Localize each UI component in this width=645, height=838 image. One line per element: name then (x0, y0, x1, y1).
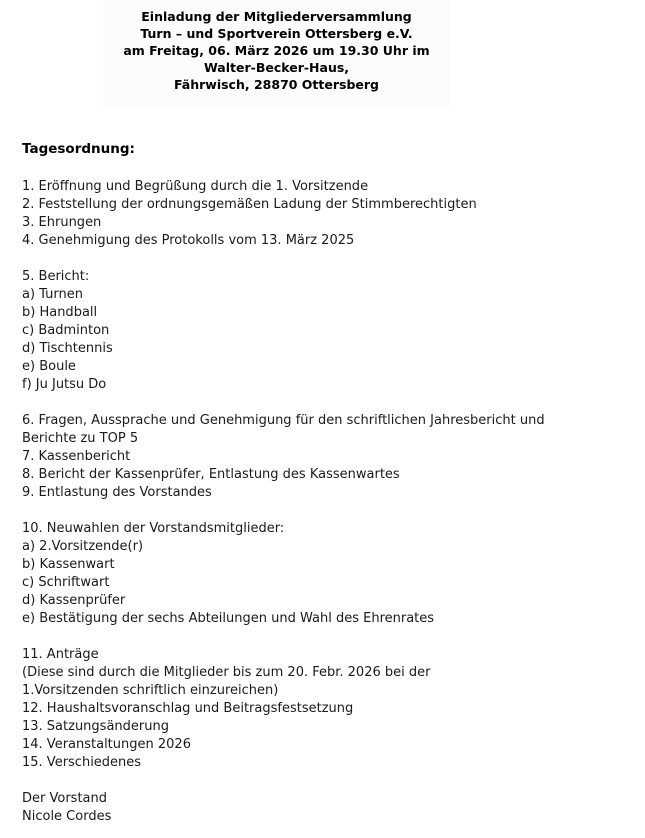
paragraph-spacer (22, 772, 622, 790)
agenda-group-5 (22, 646, 622, 772)
agenda-heading: Tagesordnung: (22, 141, 135, 157)
agenda-subitem: e) Bestätigung der sechs Abteilungen und Wahl des Ehrenrates (22, 611, 435, 626)
signature-name: Nicole Cordes (22, 809, 112, 824)
agenda-item: 12. Haushaltsvoranschlag und Beitragsfestsetzung (22, 701, 354, 716)
agenda-item-note-continuation: 1.Vorsitzenden schriftlich einzureichen) (22, 683, 279, 698)
agenda-subitem: b) Handball (22, 305, 98, 320)
agenda-group-4 (22, 520, 622, 628)
header-line-3: am Freitag, 06. März 2026 um 19.30 Uhr im (123, 43, 430, 58)
agenda-item: 9. Entlastung des Vorstandes (22, 485, 212, 500)
agenda-subitem: a) 2.Vorsitzende(r) (22, 539, 144, 554)
paragraph-spacer (22, 502, 622, 520)
agenda-item-continuation: Berichte zu TOP 5 (22, 431, 139, 446)
agenda-subitem: e) Boule (22, 359, 76, 374)
agenda-item: 5. Bericht: (22, 269, 90, 284)
agenda-item: 11. Anträge (22, 647, 99, 662)
header-line-4: Walter-Becker-Haus, (203, 60, 350, 75)
agenda-group-1 (22, 178, 622, 250)
agenda-item: 1. Eröffnung und Begrüßung durch die 1. Vorsitzende (22, 179, 369, 194)
agenda-group-3 (22, 412, 622, 502)
agenda-item: 4. Genehmigung des Protokolls vom 13. März 2025 (22, 233, 355, 248)
agenda-subitem: d) Kassenprüfer (22, 593, 126, 608)
agenda-item: 14. Veranstaltungen 2026 (22, 737, 191, 752)
agenda-item: 6. Fragen, Aussprache und Genehmigung für den schriftlichen Jahresbericht und (22, 413, 545, 428)
agenda-subitem: b) Kassenwart (22, 557, 115, 572)
agenda-item: 8. Bericht der Kassenprüfer, Entlastung des Kassenwartes (22, 467, 400, 482)
agenda-item: 10. Neuwahlen der Vorstandsmitglieder: (22, 521, 285, 536)
agenda-subitem: c) Schriftwart (22, 575, 110, 590)
signature-role: Der Vorstand (22, 791, 107, 806)
agenda-item: 7. Kassenbericht (22, 449, 131, 464)
signature-block (22, 790, 622, 826)
agenda-subitem: a) Turnen (22, 287, 83, 302)
agenda-item: 15. Verschiedenes (22, 755, 142, 770)
header-line-5: Fährwisch, 28870 Ottersberg (173, 77, 380, 92)
header-line-2: Turn – und Sportverein Ottersberg e.V. (140, 26, 413, 41)
paragraph-spacer (22, 250, 622, 268)
paragraph-spacer (22, 628, 622, 646)
agenda-item: 13. Satzungsänderung (22, 719, 169, 734)
paragraph-spacer (22, 394, 622, 412)
document-body (22, 140, 622, 826)
agenda-item: 3. Ehrungen (22, 215, 102, 230)
agenda-subitem: c) Badminton (22, 323, 110, 338)
agenda-subitem: d) Tischtennis (22, 341, 113, 356)
agenda-item: 2. Feststellung der ordnungsgemäßen Ladung der Stimmberechtigten (22, 197, 477, 212)
agenda-subitem: f) Ju Jutsu Do (22, 377, 107, 392)
invitation-header-block (103, 0, 450, 107)
agenda-group-2 (22, 268, 622, 394)
header-line-1: Einladung der Mitgliederversammlung (141, 9, 412, 24)
agenda-item-note: (Diese sind durch die Mitglieder bis zum 20. Febr. 2026 bei der (22, 665, 431, 680)
